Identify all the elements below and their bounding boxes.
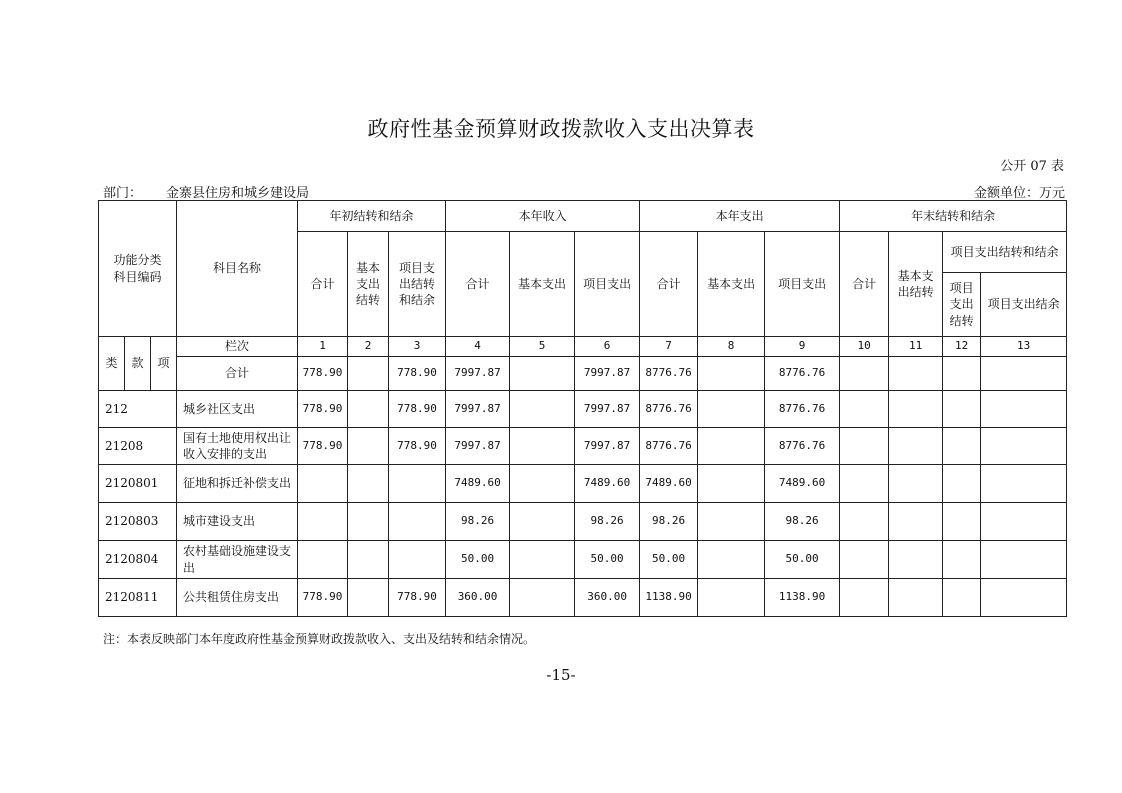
row-value-col-7: 98.26 [640, 503, 698, 541]
row-value-col-4: 7997.87 [446, 428, 510, 465]
row-value-col-5 [510, 465, 575, 503]
row-value-col-13 [981, 465, 1067, 503]
header-income: 本年收入 [446, 201, 640, 232]
row-value-col-6: 360.00 [575, 579, 640, 617]
row-value-col-9: 7489.60 [765, 465, 840, 503]
column-number: 6 [575, 337, 640, 357]
table-row [99, 357, 1067, 391]
row-value-col-6: 7997.87 [575, 391, 640, 428]
row-value-col-10 [840, 541, 889, 579]
row-value-col-11 [889, 428, 943, 465]
row-value-col-10 [840, 465, 889, 503]
row-subject-name: 国有土地使用权出让 收入安排的支出 [177, 428, 298, 465]
row-value-col-9: 8776.76 [765, 391, 840, 428]
row-value-col-12 [943, 428, 981, 465]
row-value-col-10 [840, 391, 889, 428]
header-end-project-group: 项目支出结转和结余 [943, 232, 1067, 273]
row-value-col-12 [943, 357, 981, 391]
header-begin-basic-carry: 基本 支出 结转 [348, 232, 389, 337]
department-name: 金寨县住房和城乡建设局 [166, 186, 310, 201]
row-value-col-5 [510, 357, 575, 391]
table-row [99, 428, 1067, 465]
row-value-col-2 [348, 428, 389, 465]
row-value-col-7: 7489.60 [640, 465, 698, 503]
row-value-col-6: 7997.87 [575, 357, 640, 391]
row-value-col-13 [981, 391, 1067, 428]
row-value-col-3: 778.90 [389, 428, 446, 465]
row-code: 2120803 [99, 503, 177, 541]
row-value-col-9: 8776.76 [765, 357, 840, 391]
row-value-col-8 [698, 357, 765, 391]
row-value-col-10 [840, 579, 889, 617]
row-value-col-6: 7489.60 [575, 465, 640, 503]
row-value-col-6: 98.26 [575, 503, 640, 541]
amount-unit: 金额单位：万元 [973, 186, 1065, 201]
header-func-code: 功能分类 科目编码 [99, 201, 177, 337]
row-value-col-3 [389, 541, 446, 579]
row-value-col-7: 8776.76 [640, 357, 698, 391]
row-value-col-7: 8776.76 [640, 428, 698, 465]
row-value-col-8 [698, 579, 765, 617]
row-value-col-1 [298, 541, 348, 579]
column-number: 1 [298, 337, 348, 357]
row-value-col-5 [510, 428, 575, 465]
column-number: 10 [840, 337, 889, 357]
row-value-col-9: 98.26 [765, 503, 840, 541]
row-value-col-12 [943, 579, 981, 617]
row-code: 2120811 [99, 579, 177, 617]
column-number: 9 [765, 337, 840, 357]
row-value-col-13 [981, 503, 1067, 541]
form-number: 公开 07 表 [1000, 159, 1064, 174]
row-value-col-4: 50.00 [446, 541, 510, 579]
row-value-col-1: 778.90 [298, 428, 348, 465]
row-value-col-9: 8776.76 [765, 428, 840, 465]
row-value-col-5 [510, 579, 575, 617]
header-lei: 类 [99, 337, 125, 391]
row-value-col-13 [981, 357, 1067, 391]
row-value-col-8 [698, 428, 765, 465]
row-value-col-9: 1138.90 [765, 579, 840, 617]
row-value-col-11 [889, 503, 943, 541]
row-code: 2120804 [99, 541, 177, 579]
row-value-col-3 [389, 503, 446, 541]
header-end-project-carry: 项目 支出 结转 [943, 273, 981, 337]
column-number: 2 [348, 337, 389, 357]
header-subject-name: 科目名称 [177, 201, 298, 337]
column-number: 11 [889, 337, 943, 357]
header-begin-balance: 年初结转和结余 [298, 201, 446, 232]
row-value-col-2 [348, 357, 389, 391]
row-value-col-10 [840, 503, 889, 541]
row-value-col-4: 98.26 [446, 503, 510, 541]
row-value-col-1 [298, 503, 348, 541]
row-value-col-7: 50.00 [640, 541, 698, 579]
row-value-col-2 [348, 391, 389, 428]
row-value-col-2 [348, 465, 389, 503]
row-value-col-11 [889, 541, 943, 579]
row-value-col-13 [981, 579, 1067, 617]
row-code: 212 [99, 391, 177, 428]
row-value-col-5 [510, 503, 575, 541]
row-value-col-4: 7997.87 [446, 357, 510, 391]
column-number: 12 [943, 337, 981, 357]
department-label: 部门： [103, 186, 143, 201]
row-value-col-1: 778.90 [298, 579, 348, 617]
header-end-project-balance: 项目支出结余 [981, 273, 1067, 337]
row-value-col-6: 7997.87 [575, 428, 640, 465]
row-subject-name: 合计 [177, 357, 298, 391]
header-lanci: 栏次 [177, 337, 298, 357]
row-value-col-2 [348, 579, 389, 617]
header-begin-total: 合计 [298, 232, 348, 337]
page-number: -15- [546, 666, 576, 684]
row-value-col-10 [840, 357, 889, 391]
column-number: 3 [389, 337, 446, 357]
header-end-balance: 年末结转和结余 [840, 201, 1067, 232]
row-value-col-12 [943, 541, 981, 579]
row-value-col-6: 50.00 [575, 541, 640, 579]
row-value-col-4: 360.00 [446, 579, 510, 617]
row-value-col-3 [389, 465, 446, 503]
header-expense: 本年支出 [640, 201, 840, 232]
row-value-col-13 [981, 428, 1067, 465]
column-number: 8 [698, 337, 765, 357]
row-value-col-11 [889, 465, 943, 503]
row-value-col-7: 1138.90 [640, 579, 698, 617]
header-income-project: 项目支出 [575, 232, 640, 337]
column-number: 4 [446, 337, 510, 357]
row-code: 2120801 [99, 465, 177, 503]
header-expense-basic: 基本支出 [698, 232, 765, 337]
row-value-col-8 [698, 391, 765, 428]
row-value-col-3: 778.90 [389, 391, 446, 428]
header-end-basic-carry: 基本支 出结转 [889, 232, 943, 337]
row-value-col-12 [943, 503, 981, 541]
header-begin-project: 项目支 出结转 和结余 [389, 232, 446, 337]
row-value-col-11 [889, 391, 943, 428]
row-value-col-5 [510, 541, 575, 579]
row-value-col-13 [981, 541, 1067, 579]
table-row [99, 465, 1067, 503]
header-income-basic: 基本支出 [510, 232, 575, 337]
department-line [103, 182, 309, 201]
row-value-col-9: 50.00 [765, 541, 840, 579]
header-xiang: 项 [151, 337, 177, 391]
row-value-col-8 [698, 503, 765, 541]
table-row [99, 541, 1067, 579]
row-subject-name: 征地和拆迁补偿支出 [177, 465, 298, 503]
row-value-col-4: 7489.60 [446, 465, 510, 503]
row-value-col-5 [510, 391, 575, 428]
row-value-col-11 [889, 357, 943, 391]
header-kuan: 款 [125, 337, 151, 391]
row-value-col-3: 778.90 [389, 579, 446, 617]
row-value-col-11 [889, 579, 943, 617]
header-income-total: 合计 [446, 232, 510, 337]
column-number: 5 [510, 337, 575, 357]
budget-table [98, 200, 1067, 617]
row-value-col-1: 778.90 [298, 391, 348, 428]
header-expense-project: 项目支出 [765, 232, 840, 337]
row-subject-name: 城市建设支出 [177, 503, 298, 541]
row-value-col-8 [698, 465, 765, 503]
row-value-col-4: 7997.87 [446, 391, 510, 428]
row-value-col-10 [840, 428, 889, 465]
row-value-col-12 [943, 391, 981, 428]
row-value-col-12 [943, 465, 981, 503]
page-title: 政府性基金预算财政拨款收入支出决算表 [367, 117, 755, 141]
row-value-col-1 [298, 465, 348, 503]
table-row [99, 503, 1067, 541]
column-number: 13 [981, 337, 1067, 357]
row-subject-name: 城乡社区支出 [177, 391, 298, 428]
row-value-col-2 [348, 541, 389, 579]
row-subject-name: 公共租赁住房支出 [177, 579, 298, 617]
row-value-col-1: 778.90 [298, 357, 348, 391]
header-end-total: 合计 [840, 232, 889, 337]
row-code: 21208 [99, 428, 177, 465]
table-row [99, 391, 1067, 428]
table-row [99, 579, 1067, 617]
row-value-col-7: 8776.76 [640, 391, 698, 428]
header-expense-total: 合计 [640, 232, 698, 337]
footnote: 注：本表反映部门本年度政府性基金预算财政拨款收入、支出及结转和结余情况。 [103, 632, 536, 646]
row-value-col-8 [698, 541, 765, 579]
column-number: 7 [640, 337, 698, 357]
row-value-col-2 [348, 503, 389, 541]
row-value-col-3: 778.90 [389, 357, 446, 391]
row-subject-name: 农村基础设施建设支出 [177, 541, 298, 579]
